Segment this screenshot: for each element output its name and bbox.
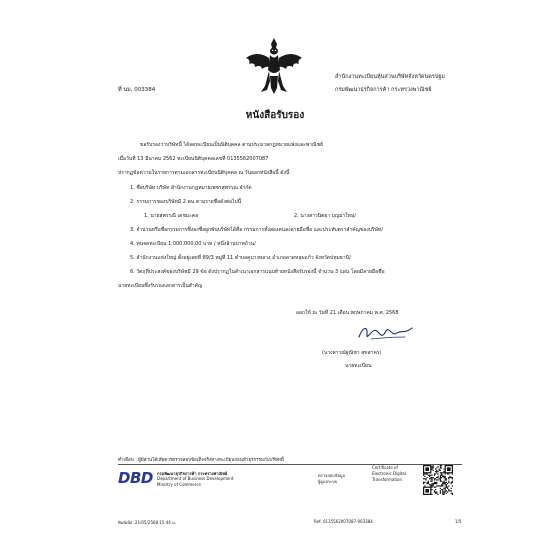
registrar-signature [355, 322, 415, 344]
footer-org-thai: กรมพัฒนาธุรกิจการค้า กระทรวงพาณิชย์ [157, 471, 228, 476]
registrar-name: (นางสาวณัฐณิชา สุขสาคร) [322, 350, 382, 356]
page-number: 1/5 [455, 519, 462, 524]
agency-line-2: กรมพัฒนาธุรกิจการค้า กระทรวงพาณิชย์ [335, 87, 432, 93]
footer-org-english-2: Ministry of Commerce [157, 482, 201, 487]
item-5-head-office: 5. สำนักงานแห่งใหญ่ ตั้งอยู่เลขที่ 89/3 หมู่ที่ 11 ตำบลคูบางหลวง อำเภอลาดหลุมแก้ว จังหวัดปทุมธานี/ [130, 255, 351, 261]
footer-org-english-1: Department of Business Development [157, 476, 234, 481]
document-title: หนังสือรับรอง [245, 110, 305, 121]
item-1-company-name: 1. ชื่อบริษัท บริษัท สำนักงานกฎหมายเพชรสุพรรณ จำกัด [130, 185, 252, 191]
issue-date: ออกให้ ณ วันที่ 21 เดือน พฤษภาคม พ.ศ. 2568 [296, 310, 399, 316]
intro-line-1: ขอรับรองว่าบริษัทนี้ ได้จดทะเบียนเป็นนิติบุคคล ตามประมวลกฎหมายแพ่งและพาณิชย์ [140, 142, 323, 148]
garuda-emblem-icon [243, 36, 305, 98]
agency-line-1: สำนักงานทะเบียนหุ้นส่วนบริษัทจังหวัดนครปฐม [335, 74, 446, 80]
verify-english-3: Transformation [372, 477, 403, 482]
verify-thai-2: ผู้ดูแลระบบ [318, 479, 338, 484]
intro-line-2: เมื่อวันที่ 13 มีนาคม 2562 ทะเบียนนิติบุคคลเลขที่ 0135562007087 [118, 156, 269, 162]
registrar-position: นายทะเบียน [345, 363, 372, 369]
item-3-signing-authority: 3. จำนวนหรือชื่อกรรมการซึ่งลงชื่อผูกพันบริษัทได้คือ กรรมการทั้งสองคนลงลายมือชื่อ และประทับตราสำคัญของบริษัท/ [130, 227, 383, 233]
intro-line-3: ปรากฏข้อความในรายการตามเอกสารทะเบียนนิติบุคคล ณ วันออกหนังสือนี้ ดังนี้ [118, 170, 290, 176]
footer-divider [118, 464, 462, 465]
warning-note: คำเตือน : ผู้มีส่วนได้เสียควรตรวจสอบข้อเท็จจริงทางทะเบียนก่อนทำธุรกรรมกับบริษัทนี้ [118, 458, 284, 463]
print-info: พิมพ์เมื่อ: 21/05/2568 15:44 น. [118, 520, 177, 525]
dbd-logo: DBD [118, 469, 153, 487]
item-6-objectives-line-2: นายทะเบียนซึ่งรับรองเอกสารเป็นสำคัญ [118, 283, 203, 289]
item-4-registered-capital: 4. ทุนจดทะเบียน 1,000,000.00 บาท / หนึ่งล้านบาทถ้วน/ [130, 241, 256, 247]
verify-english-1: Certificate of [372, 465, 398, 470]
director-2: 2. นางสาวนิตยา บุญมาใหม่/ [294, 213, 356, 219]
verify-thai-1: ตรวจสอบข้อมูล [318, 473, 345, 478]
qr-code-icon[interactable] [423, 465, 453, 495]
document-number: ที่ นม. 003384 [118, 87, 156, 93]
item-2-directors: 2. กรรมการของบริษัทมี 2 คน ตามรายชื่อดังต่อไปนี้ [130, 199, 242, 205]
verify-english-2: Electronic Digital [372, 471, 406, 476]
item-6-objectives-line-1: 6. วัตถุที่ประสงค์ของบริษัทมี 29 ข้อ ดังปรากฏในสำเนาเอกสารแนบท้ายหนังสือรับรองนี้ จำนวน 3 แผ่น โดยมีลายมือชื่อ [130, 269, 385, 275]
director-1: 1. นายสุพรรณี เดชมะคล [144, 213, 199, 219]
reference-number: Ref: 0135562007087-003384 [314, 519, 373, 524]
